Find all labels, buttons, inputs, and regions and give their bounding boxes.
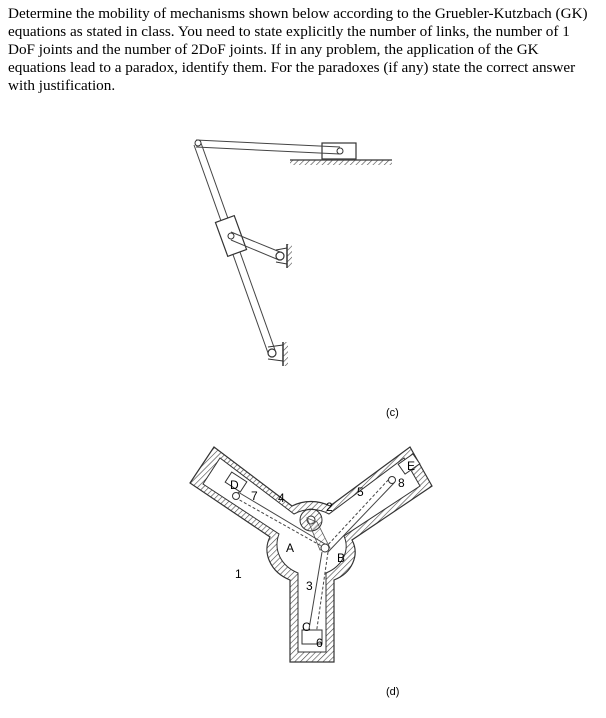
middle-pivot (276, 252, 284, 260)
label-A: A (286, 541, 295, 555)
figure-d-caption: (d) (386, 686, 400, 698)
label-8: 8 (398, 476, 405, 490)
label-D: D (230, 478, 239, 492)
ground-hatch-top (290, 160, 392, 165)
bottom-pivot (268, 349, 276, 357)
label-1: 1 (235, 567, 242, 581)
label-4: 4 (278, 491, 285, 505)
label-2: 2 (326, 500, 333, 514)
label-3: 3 (306, 579, 313, 593)
problem-statement: Determine the mobility of mechanisms shown below according to the Gruebler-Kutzbach (GK) equations as stated in class. You need to state explicitly the number of links, the number of 1 DoF joints and the number of 2DoF joints. If in any problem, the application of the GK equations lead to a paradox, identify them. For the paradoxes (if any) state the correct answer with justification. (8, 5, 588, 94)
label-B: B (337, 551, 346, 565)
figure-d-mechanism (190, 447, 432, 662)
label-C: C (302, 620, 311, 634)
top-pin (195, 140, 201, 146)
slider-pin (337, 148, 343, 154)
figure-c-caption: (c) (386, 407, 399, 419)
figure-c-mechanism (194, 140, 392, 366)
label-6: 6 (316, 636, 323, 650)
label-5: 5 (357, 485, 364, 499)
label-E: E (407, 459, 416, 473)
label-7: 7 (251, 489, 258, 503)
